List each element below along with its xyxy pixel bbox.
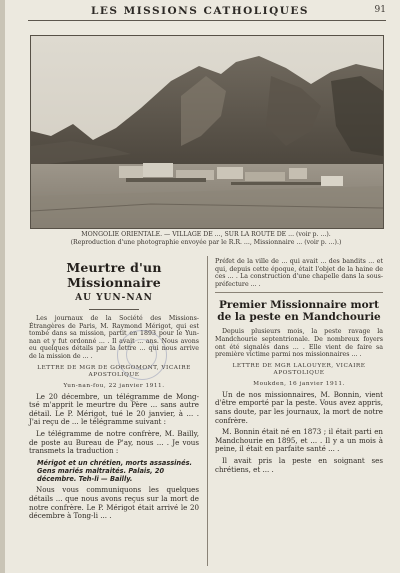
photograph-image <box>31 36 383 228</box>
letter-heading: LETTRE DE MGR DE GORGOMONT, VICAIRE APOSTOLIQUE <box>37 364 191 378</box>
paragraph-1: Un de nos missionnaires, M. Bonnin, vient d'être emporté par la peste. Vous avez appris, sans doute, par les journaux, la mort de notre confrère. <box>215 389 383 425</box>
landscape-photograph <box>30 35 384 229</box>
photo-caption-line1: MONGOLIE ORIENTALE. — VILLAGE DE ..., SUR LA ROUTE DE ... (voir p. ...). <box>81 231 331 238</box>
header-rule <box>28 20 386 21</box>
title-rule <box>89 309 139 310</box>
library-stamp-inner-ring <box>126 339 157 370</box>
right-column <box>215 254 383 477</box>
paragraph-3: Nous vous communiquons les quelques détails ... que nous avons reçus sur la mort de notre confrère. Le P. Mérigot était arrivé le 20 décembre à Tong-li ... . <box>29 485 199 521</box>
paragraph-3: Il avait pris la peste en soignant ses chrétiens, et ... . <box>215 455 383 474</box>
running-head <box>0 5 400 19</box>
continued-paragraph: Préfet de la ville de ... qui avait ... des bandits ... et qui, depuis cette époque, était l'objet de la haine de ces ... . La construction d'une chapelle dans la sous-préfecture ... . <box>215 258 383 288</box>
photo-caption-line2: (Reproduction d'une photographie envoyée par le R.R. ..., Missionnaire ... (voir p. ...).) <box>70 239 342 246</box>
column-divider <box>207 256 208 566</box>
paragraph-2: M. Bonnin était né en 1873 ; il était parti en Mandchourie en 1895, et ... . Il y a un mois à peine, il était en parfaite santé ... . <box>215 427 383 454</box>
article-title: Meurtre d'un Missionnaire <box>66 260 162 290</box>
left-column <box>29 254 199 524</box>
letter-date: Yun-nan-fou, 22 janvier 1911. <box>63 382 165 389</box>
page-number: 91 <box>374 5 386 15</box>
telegram-text: Mérigot et un chrétien, morts assassinés. Gens mariés maltraités. Palais, 20 décembre. Teh-li — Bailly. <box>37 458 193 484</box>
section-title: Premier Missionnaire mort de la peste en Mandchourie <box>217 299 381 324</box>
paragraph-2: Le télégramme de notre confrère, M. Bailly, de poste au Bureau de P'ay, nous ... . Je vous transmets la traduction : <box>29 428 199 456</box>
library-stamp <box>117 330 167 380</box>
article-intro: Les journaux de la Société des Missions-Étrangères de Paris, M. Raymond Mérigot, qui est tombé dans sa mission, partit en 1893 pour le Yun-nan et y fut ordonné ... . Il avait ... ans. Nous avons eu quelques détails par la lettre ... qui nous arrive de la mission de ... . <box>29 315 199 360</box>
letter-date: Moukden, 16 janvier 1911. <box>253 380 345 387</box>
section-intro: Depuis plusieurs mois, la peste ravage la Mandchourie septentrionale. De nombreux foyers ont été signalés dans ... . Elle vient de faire sa première victime parmi nos missionnaires ... . <box>215 328 383 359</box>
letter-heading: LETTRE DE MGR LALOUYER, VICAIRE APOSTOLIQUE <box>232 362 366 376</box>
paragraph-1: Le 20 décembre, un télégramme de Mong-tsé m'apprit le meurtre du Père ... sans autre détail. Le P. Mérigot, tué le 20 janvier, à ... . J'ai reçu de ... le télégramme suivant : <box>29 391 199 427</box>
section-divider <box>215 292 383 293</box>
running-title: LES MISSIONS CATHOLIQUES <box>91 5 309 17</box>
article-subtitle: AU YUN-NAN <box>75 293 153 303</box>
page-binding-edge <box>0 0 5 573</box>
